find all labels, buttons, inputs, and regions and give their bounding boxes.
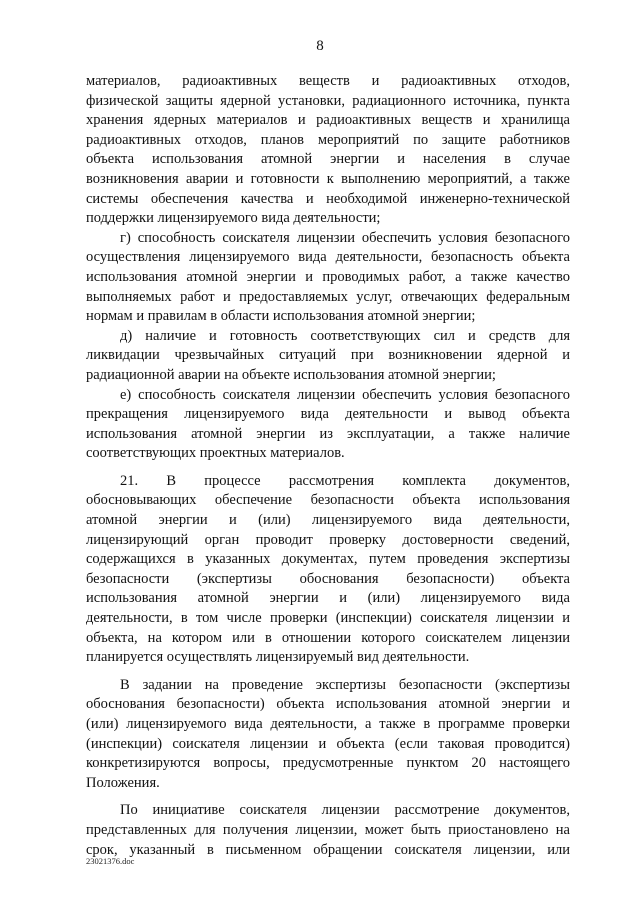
paragraph-line: По инициативе соискателя лицензии рассмотрение документов, <box>120 802 570 819</box>
paragraph-line: физической защиты ядерной установки, радиационного источника, пункта <box>86 92 570 109</box>
paragraph-line: соответствующих проектных материалов. <box>86 445 345 462</box>
paragraph-gap <box>86 793 570 801</box>
paragraph-line: выполняемых работ и предоставляемых услуг, отвечающих федеральным <box>86 288 570 305</box>
paragraph-line: использования атомной энергии и проводимых работ, а также качество <box>86 268 570 285</box>
paragraph-line: В задании на проведение экспертизы безопасности (экспертизы <box>120 676 570 693</box>
paragraph-line: конкретизируются вопросы, предусмотренные пунктом 20 настоящего <box>86 755 570 772</box>
page-number: 8 <box>316 38 324 54</box>
paragraph-line: использования атомной энергии и (или) лицензируемого вида <box>86 590 570 607</box>
paragraph-line: прекращения лицензируемого вида деятельности и вывод объекта <box>86 406 570 423</box>
paragraph-gap <box>86 464 570 472</box>
paragraph-line: возникновения аварии и готовности к выполнению мероприятий, а также <box>86 170 570 187</box>
body-text <box>86 72 570 860</box>
paragraph-line: хранения ядерных материалов и радиоактивных веществ и хранилища <box>86 112 570 129</box>
paragraph-line: е) способность соискателя лицензии обеспечить условия безопасного <box>120 386 570 403</box>
paragraph-line: планируется осуществлять лицензируемый вид деятельности. <box>86 649 470 666</box>
paragraph-line: радиационной аварии на объекте использования атомной энергии; <box>86 366 496 383</box>
paragraph-line: д) наличие и готовность соответствующих сил и средств для <box>120 327 570 344</box>
paragraph-line: представленных для получения лицензии, может быть приостановлено на <box>86 821 570 838</box>
paragraph-line: содержащихся в указанных документах, путем проведения экспертизы <box>86 551 570 568</box>
paragraph-line: 21. В процессе рассмотрения комплекта документов, <box>120 472 570 489</box>
paragraph-line: ликвидации чрезвычайных ситуаций при возникновении ядерной и <box>86 347 570 364</box>
paragraph-line: обоснования безопасности) объекта использования атомной энергии и <box>86 696 570 713</box>
paragraph-line: обосновывающих обеспечение безопасности объекта использования <box>86 492 570 509</box>
paragraph-line: (инспекции) соискателя лицензии и объекта (если таковая проводится) <box>86 735 570 752</box>
paragraph-line: деятельности, в том числе проверки (инспекции) соискателя лицензии и <box>86 610 570 627</box>
paragraph-line: радиоактивных отходов, планов мероприятий по защите работников <box>86 131 570 148</box>
paragraph-line: использования атомной энергии из эксплуатации, а также наличие <box>86 425 570 442</box>
paragraph-line: поддержки лицензируемого вида деятельности; <box>86 210 381 227</box>
footer-filename: 23021376.doc <box>86 856 135 866</box>
paragraph-line: осуществления лицензируемого вида деятельности, безопасность объекта <box>86 249 570 266</box>
paragraph-line: системы обеспечения качества и необходимой инженерно-технической <box>86 190 570 207</box>
paragraph-line: атомной энергии и (или) лицензируемого вида деятельности, <box>86 512 570 529</box>
paragraph-line: материалов, радиоактивных веществ и радиоактивных отходов, <box>86 73 570 89</box>
paragraph-line: лицензирующий орган проводит проверку достоверности сведений, <box>86 531 570 548</box>
paragraph-line: объекта, на котором или в отношении которого соискателем лицензии <box>86 629 570 646</box>
paragraph-line: г) способность соискателя лицензии обеспечить условия безопасного <box>120 229 570 246</box>
paragraph-line: нормам и правилам в области использования атомной энергии; <box>86 308 476 325</box>
paragraph-gap <box>86 668 570 676</box>
paragraph-line: Положения. <box>86 774 160 791</box>
paragraph-line: безопасности (экспертизы обоснования безопасности) объекта <box>86 570 570 587</box>
paragraph-line: (или) лицензируемого вида деятельности, а также в программе проверки <box>86 716 570 732</box>
paragraph-line: срок, указанный в письменном обращении соискателя лицензии, или <box>86 841 570 858</box>
paragraph-line: объекта использования атомной энергии и населения в случае <box>86 151 570 168</box>
